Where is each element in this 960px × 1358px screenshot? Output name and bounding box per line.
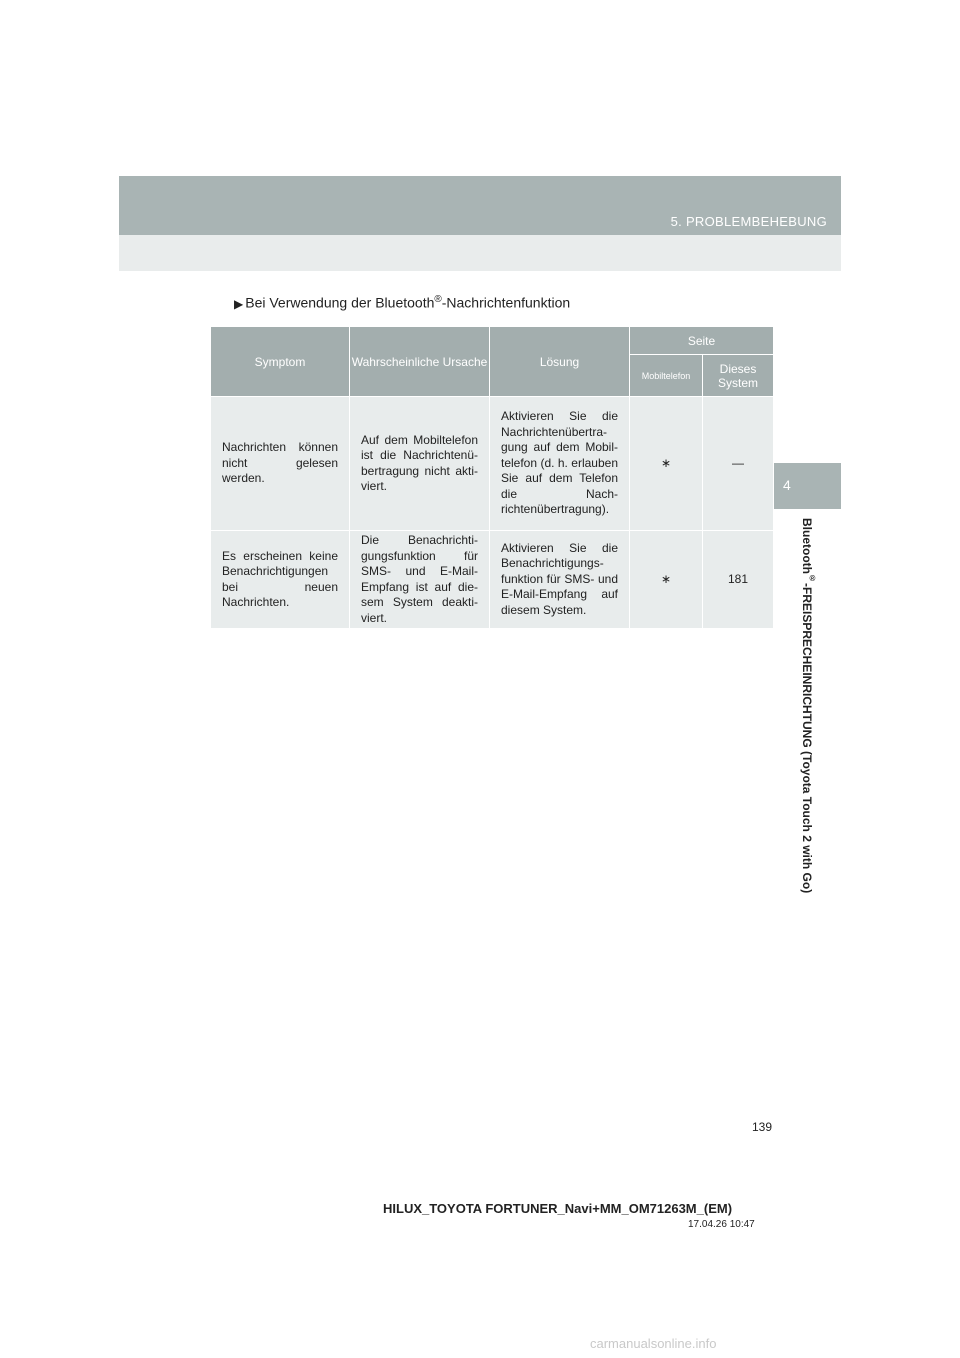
section-title: 5. PROBLEMBEHEBUNG [670, 214, 827, 229]
header-system: Dieses System [703, 355, 774, 397]
subheading-post: -Nachrichtenfunktion [441, 294, 571, 311]
header-page: Seite [630, 327, 774, 355]
table-row [211, 531, 774, 629]
side-title-pre: Bluetooth [800, 518, 814, 574]
cell-symptom: Nachrichten können nicht gelesen werden. [211, 397, 350, 531]
chapter-tab [773, 463, 841, 509]
cell-phone-page: ∗ [630, 531, 703, 629]
cell-solution: Aktivieren Sie die Benachrichtigungs-funktion für SMS- und E-Mail-Empfang auf diesem System. [490, 531, 630, 629]
table-row [211, 397, 774, 531]
header-symptom: Symptom [211, 327, 350, 397]
header-sub-band [119, 235, 841, 271]
header-phone: Mobiltelefon [630, 355, 703, 397]
troubleshooting-table [210, 326, 774, 629]
page-number: 139 [752, 1120, 773, 1134]
subheading-pre: Bei Verwendung der Bluetooth [245, 294, 435, 311]
cell-system-page: — [703, 397, 774, 531]
document-date: 17.04.26 10:47 [688, 1219, 755, 1230]
side-title-post: -FREISPRECHEINRICHTUNG (Toyota Touch 2 with Go) [800, 583, 814, 894]
document-id: HILUX_TOYOTA FORTUNER_Navi+MM_OM71263M_(EM) [383, 1201, 733, 1216]
subheading [234, 294, 570, 311]
chapter-number: 4 [783, 477, 791, 493]
cell-symptom: Es erscheinen keine Benachrichtigungen bei neuen Nachrichten. [211, 531, 350, 629]
cell-solution: Aktivieren Sie die Nachrichtenübertra-gung auf dem Mobil-telefon (d. h. erlauben Sie auf dem Telefon die Nach-richtenübertragung). [490, 397, 630, 531]
watermark: carmanualsonline.info [590, 1336, 717, 1351]
chapter-side-title [793, 518, 817, 928]
triangle-right-icon: ▶ [234, 296, 244, 311]
cell-system-page: 181 [703, 531, 774, 629]
cell-phone-page: ∗ [630, 397, 703, 531]
cell-cause: Die Benachrichti-gungsfunktion für SMS- und E-Mail-Empfang ist auf die-sem System deakti-viert. [350, 531, 490, 629]
header-band [119, 176, 841, 235]
side-title-registered: ® [808, 574, 817, 583]
header-solution: Lösung [490, 327, 630, 397]
header-cause: Wahrscheinliche Ursache [350, 327, 490, 397]
cell-cause: Auf dem Mobiltelefon ist die Nachrichtenü-bertragung nicht akti-viert. [350, 397, 490, 531]
subheading-registered: ® [434, 294, 442, 305]
